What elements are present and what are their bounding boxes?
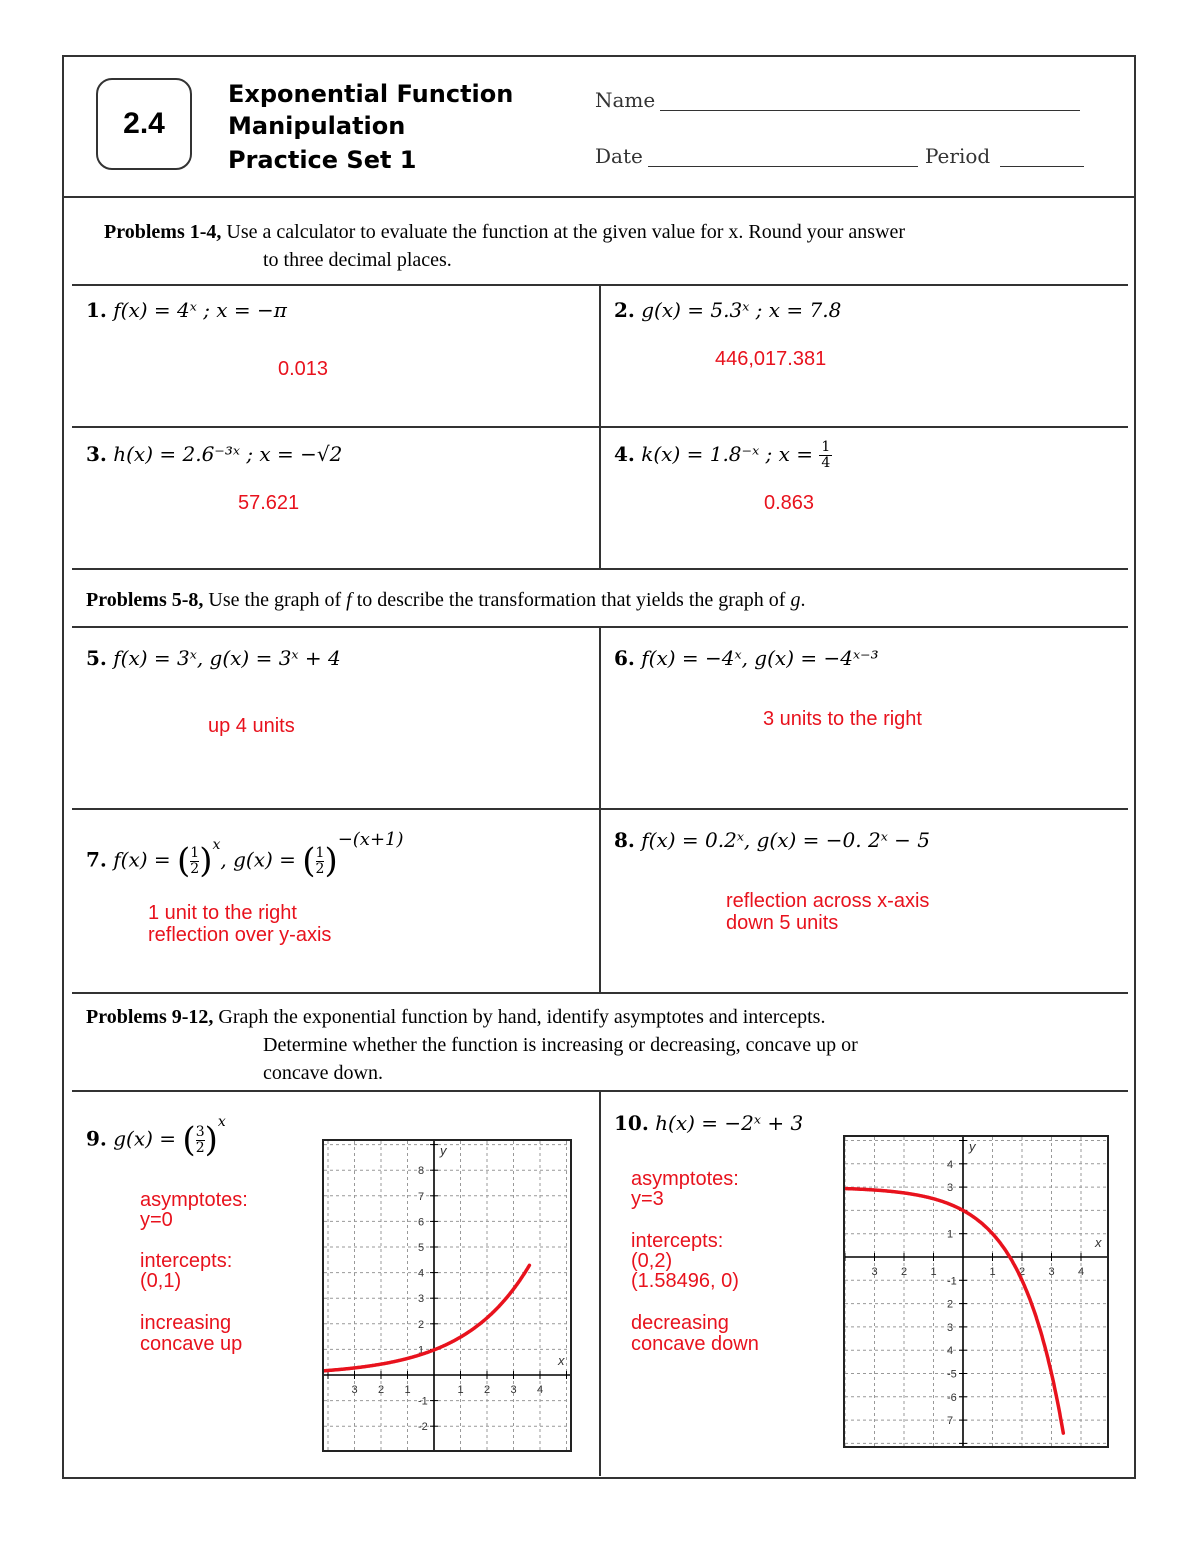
section2-end: .: [800, 589, 806, 611]
problem-9-intercept: (0,1): [140, 1270, 182, 1292]
problem-1-number: 1.: [86, 298, 107, 322]
section3-text1: Graph the exponential function by hand, identify asymptotes and intercepts.: [213, 1006, 826, 1028]
name-field[interactable]: [660, 110, 1080, 111]
y-tick-label: -1: [418, 1395, 428, 1408]
x-tick-label: 1: [404, 1384, 411, 1396]
problem-8: [614, 826, 930, 854]
problem-4: [614, 440, 832, 471]
problem-9-behavior-2: concave up: [140, 1333, 243, 1355]
section3-text-line3: concave down.: [263, 1062, 383, 1084]
x-tick-label: 4: [537, 1384, 544, 1396]
y-tick-label: 8: [418, 1165, 425, 1178]
x-tick-label: 4: [1078, 1266, 1085, 1278]
fraction-denominator: 4: [821, 455, 831, 471]
paren-left: (: [182, 1120, 196, 1161]
problem-4-expression: k(x) = 1.8⁻ˣ ; x =: [641, 442, 820, 466]
problem-3-answer: 57.621: [238, 492, 300, 514]
fraction-numerator: 1: [821, 439, 831, 455]
x-tick-label: 3: [351, 1384, 358, 1396]
problem-7-answer-line1: 1 unit to the right: [148, 902, 297, 924]
problem-2-answer: 446,017.381: [715, 348, 827, 370]
problem-2-expression: g(x) = 5.3ˣ ; x = 7.8: [641, 298, 842, 322]
problem-9-behavior-1: increasing: [140, 1312, 232, 1334]
problem-10-number: 10.: [614, 1111, 649, 1135]
header-divider: [62, 196, 1134, 198]
paren-right: ): [324, 841, 338, 882]
problem-10-behavior-2: concave down: [631, 1333, 759, 1355]
problem-3-expression: h(x) = 2.6⁻³ˣ ; x = −√2: [113, 442, 343, 466]
title-line-1: Exponential Function: [228, 80, 514, 108]
graph-9-svg: [324, 1141, 570, 1450]
section2-lead: Problems 5-8,: [86, 589, 204, 611]
y-axis-label: y: [440, 1143, 447, 1158]
fraction-denominator: 2: [195, 1139, 205, 1156]
problem-4-fraction: [819, 440, 832, 471]
section2-f: f: [346, 589, 352, 611]
problem-6-number: 6.: [614, 646, 635, 670]
section2-g: g: [790, 589, 801, 611]
section2-instructions: [86, 586, 1116, 614]
problem-9: [86, 1112, 226, 1162]
problem-4-number: 4.: [614, 442, 635, 466]
date-label: Date: [595, 144, 643, 168]
problem-1-answer: 0.013: [278, 358, 329, 380]
section3-lead: Problems 9-12,: [86, 1006, 214, 1028]
problem-7-fraction-a: [190, 846, 199, 877]
title-line-3: Practice Set 1: [228, 146, 417, 174]
x-tick-label: 3: [871, 1266, 878, 1278]
problem-6-expression: f(x) = −4ˣ, g(x) = −4ˣ⁻³: [641, 646, 879, 670]
problem-5-expression: f(x) = 3ˣ, g(x) = 3ˣ + 4: [113, 646, 341, 670]
fraction-denominator: 2: [190, 860, 200, 877]
problem-1-expression: f(x) = 4ˣ ; x = −π: [113, 298, 287, 322]
problem-3: [86, 440, 342, 468]
y-tick-label: -6: [947, 1391, 957, 1404]
problem-10-behavior-1: decreasing: [631, 1312, 729, 1334]
y-axis-label: y: [969, 1139, 976, 1154]
section-badge: [96, 78, 192, 170]
fraction-numerator: 1: [190, 844, 200, 861]
x-tick-label: 1: [930, 1266, 937, 1278]
section3-instructions: [86, 1003, 1126, 1031]
x-tick-label: 1: [989, 1266, 996, 1278]
paren-left: (: [177, 841, 191, 882]
problem-9-exponent: x: [217, 1114, 226, 1130]
problem-5-answer: up 4 units: [208, 715, 295, 737]
x-tick-label: 3: [510, 1384, 517, 1396]
problem-6-answer: 3 units to the right: [763, 708, 922, 730]
problem-2-number: 2.: [614, 298, 635, 322]
y-tick-label: -1: [947, 1275, 957, 1288]
x-tick-label: 2: [901, 1266, 908, 1278]
problem-4-answer: 0.863: [764, 492, 815, 514]
period-label: Period: [925, 144, 991, 168]
problem-7-answer-line2: reflection over y-axis: [148, 924, 332, 946]
problem-7-exponent-a: x: [212, 837, 221, 853]
grid-line: [72, 568, 1128, 570]
paren-left: (: [302, 841, 316, 882]
y-tick-label: 3: [947, 1321, 954, 1334]
problem-10-intercept-label: intercepts:: [631, 1230, 724, 1252]
graph-10-svg: [845, 1137, 1107, 1446]
paren-right: ): [204, 1120, 218, 1161]
problem-7-f-label: f(x) =: [113, 847, 178, 872]
problem-8-expression: f(x) = 0.2ˣ, g(x) = −0. 2ˣ − 5: [641, 828, 931, 852]
problem-10: [614, 1109, 803, 1137]
y-tick-label: 1: [418, 1344, 425, 1357]
problem-9-asymptote-label: asymptotes:: [140, 1189, 248, 1211]
x-axis-label: x: [558, 1353, 565, 1368]
problem-1: [86, 296, 287, 324]
problem-10-intercept-1: (0,2): [631, 1250, 673, 1272]
problem-8-number: 8.: [614, 828, 635, 852]
date-field[interactable]: [648, 166, 918, 167]
problem-8-answer-line2: down 5 units: [726, 912, 839, 934]
fraction-numerator: 3: [195, 1123, 205, 1140]
problem-7: [86, 829, 404, 883]
y-tick-label: 4: [947, 1158, 954, 1171]
section3-text-line2: Determine whether the function is increasing or decreasing, concave up or: [263, 1034, 858, 1056]
y-tick-label: 3: [418, 1293, 425, 1306]
x-tick-label: 2: [378, 1384, 385, 1396]
problem-6: [614, 644, 879, 672]
y-tick-label: 1: [947, 1228, 954, 1241]
y-tick-label: 2: [947, 1298, 954, 1311]
y-tick-label: -2: [418, 1421, 428, 1434]
problem-8-answer-line1: reflection across x-axis: [726, 890, 930, 912]
period-field[interactable]: [1000, 166, 1084, 167]
y-tick-label: 7: [418, 1190, 425, 1203]
y-tick-label: 3: [947, 1182, 954, 1195]
problem-5-number: 5.: [86, 646, 107, 670]
problem-7-number: 7.: [86, 847, 107, 872]
section1-text-line2: to three decimal places.: [263, 249, 452, 271]
grid-line: [72, 992, 1128, 994]
problem-3-number: 3.: [86, 442, 107, 466]
problem-9-fraction: [196, 1125, 205, 1156]
badge-label: 2.4: [123, 107, 165, 140]
x-tick-label: 3: [1048, 1266, 1055, 1278]
section1-lead: Problems 1-4,: [104, 221, 222, 243]
x-tick-label: 2: [1019, 1266, 1026, 1278]
problem-10-asymptote-label: asymptotes:: [631, 1168, 739, 1190]
y-tick-label: -5: [947, 1368, 957, 1381]
graph-9: [322, 1139, 572, 1452]
y-tick-label: 6: [418, 1216, 425, 1229]
y-tick-label: 2: [418, 1318, 425, 1331]
grid-line: [599, 1090, 601, 1476]
y-tick-label: 4: [418, 1267, 425, 1280]
section1-text: Use a calculator to evaluate the function at the given value for x. Round your answer: [221, 221, 906, 243]
problem-10-expression: h(x) = −2ˣ + 3: [655, 1111, 804, 1135]
section2-text: Use the graph of: [203, 589, 347, 611]
problem-7-g-label: , g(x) =: [220, 847, 303, 872]
fraction-numerator: 1: [315, 844, 325, 861]
problem-10-asymptote: y=3: [631, 1188, 664, 1210]
problem-9-intercept-label: intercepts:: [140, 1250, 233, 1272]
section1-instructions: [104, 218, 1114, 246]
problem-2: [614, 296, 841, 324]
section2-text2: to describe the transformation that yields the graph of: [351, 589, 791, 611]
problem-7-exponent-b: −(x+1): [337, 829, 404, 850]
problem-9-asymptote: y=0: [140, 1209, 173, 1231]
y-tick-label: 4: [947, 1345, 954, 1358]
problem-10-intercept-2: (1.58496, 0): [631, 1270, 739, 1292]
name-label: Name: [595, 88, 656, 112]
grid-line: [72, 808, 1128, 810]
x-axis-label: x: [1095, 1235, 1102, 1250]
x-tick-label: 1: [457, 1384, 464, 1396]
problem-9-number: 9.: [86, 1126, 107, 1151]
grid-line: [72, 426, 1128, 428]
problem-5: [86, 644, 341, 672]
fraction-denominator: 2: [315, 860, 325, 877]
paren-right: ): [199, 841, 213, 882]
title-line-2: Manipulation: [228, 112, 406, 140]
y-tick-label: 7: [947, 1415, 954, 1428]
graph-10: [843, 1135, 1109, 1448]
problem-9-g-label: g(x) =: [113, 1126, 183, 1151]
x-tick-label: 2: [484, 1384, 491, 1396]
y-tick-label: 5: [418, 1242, 425, 1254]
